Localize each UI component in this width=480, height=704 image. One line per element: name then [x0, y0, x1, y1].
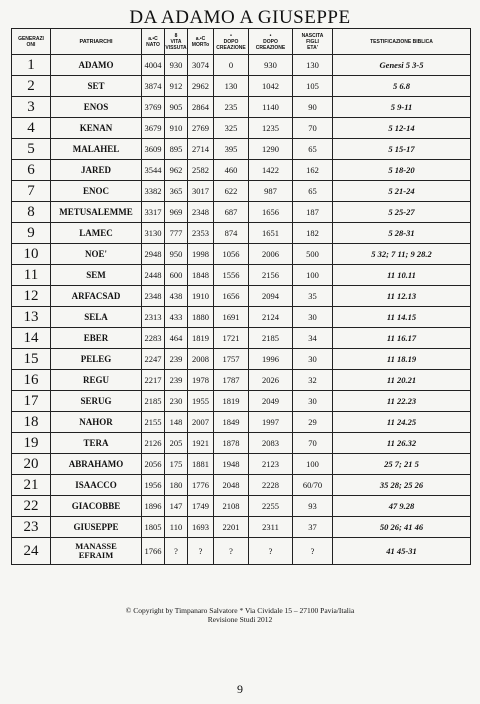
- biblical-reference: 11 10.11: [333, 265, 471, 286]
- death-year-bc: 1881: [188, 454, 214, 475]
- death-year-bc: 2714: [188, 139, 214, 160]
- table-row: [12, 181, 471, 202]
- death-year-bc: 2582: [188, 160, 214, 181]
- table-row: [12, 244, 471, 265]
- birth-year-bc: 1956: [142, 475, 165, 496]
- lifespan: 205: [165, 433, 188, 454]
- death-year-bc: 1693: [188, 517, 214, 538]
- patriarch-name: ENOS: [51, 97, 142, 118]
- header-dopo-creazione-morte: • DOPO CREAZIONE: [249, 29, 293, 55]
- patriarch-name: ABRAHAMO: [51, 454, 142, 475]
- biblical-reference: 11 26.32: [333, 433, 471, 454]
- patriarch-name: ARFACSAD: [51, 286, 142, 307]
- birth-year-bc: 3609: [142, 139, 165, 160]
- death-after-creation: 1042: [249, 76, 293, 97]
- biblical-reference: 50 26; 41 46: [333, 517, 471, 538]
- patriarch-name: KENAN: [51, 118, 142, 139]
- lifespan: 464: [165, 328, 188, 349]
- table-row: [12, 412, 471, 433]
- age-at-son-birth: 34: [293, 328, 333, 349]
- birth-year-bc: 2283: [142, 328, 165, 349]
- birth-year-bc: 2155: [142, 412, 165, 433]
- death-after-creation: 987: [249, 181, 293, 202]
- header-morto: a.•C MORTo: [188, 29, 214, 55]
- death-after-creation: 2049: [249, 391, 293, 412]
- patriarch-name: ENOC: [51, 181, 142, 202]
- biblical-reference: 11 12.13: [333, 286, 471, 307]
- table-row: [12, 328, 471, 349]
- death-year-bc: ?: [188, 538, 214, 565]
- birth-after-creation: ?: [214, 538, 249, 565]
- biblical-reference: 47 9.28: [333, 496, 471, 517]
- birth-after-creation: 1948: [214, 454, 249, 475]
- death-after-creation: 1422: [249, 160, 293, 181]
- biblical-reference: 5 25-27: [333, 202, 471, 223]
- header-vita: 8 VITA VISSUTA: [165, 29, 188, 55]
- birth-after-creation: 1656: [214, 286, 249, 307]
- lifespan: 600: [165, 265, 188, 286]
- death-year-bc: 1978: [188, 370, 214, 391]
- lifespan: 239: [165, 370, 188, 391]
- lifespan: 239: [165, 349, 188, 370]
- patriarch-name: ISAACCO: [51, 475, 142, 496]
- lifespan: 148: [165, 412, 188, 433]
- patriarch-name: MALAHEL: [51, 139, 142, 160]
- birth-after-creation: 395: [214, 139, 249, 160]
- table-row: [12, 517, 471, 538]
- biblical-reference: Genesi 5 3-5: [333, 55, 471, 76]
- biblical-reference: 11 20.21: [333, 370, 471, 391]
- patriarch-name: SELA: [51, 307, 142, 328]
- patriarch-name: SET: [51, 76, 142, 97]
- table-row: [12, 538, 471, 565]
- birth-after-creation: 1787: [214, 370, 249, 391]
- biblical-reference: 5 18-20: [333, 160, 471, 181]
- age-at-son-birth: 130: [293, 55, 333, 76]
- death-year-bc: 1921: [188, 433, 214, 454]
- generation-number: 23: [12, 517, 51, 538]
- lifespan: 110: [165, 517, 188, 538]
- age-at-son-birth: 500: [293, 244, 333, 265]
- birth-after-creation: 1878: [214, 433, 249, 454]
- generation-number: 14: [12, 328, 51, 349]
- death-year-bc: 3074: [188, 55, 214, 76]
- lifespan: 180: [165, 475, 188, 496]
- birth-year-bc: 4004: [142, 55, 165, 76]
- age-at-son-birth: 60/70: [293, 475, 333, 496]
- death-after-creation: 2026: [249, 370, 293, 391]
- lifespan: 777: [165, 223, 188, 244]
- lifespan: 969: [165, 202, 188, 223]
- patriarch-name: LAMEC: [51, 223, 142, 244]
- header-dopo-creazione-nascita: • DOPO CREAZIONE: [214, 29, 249, 55]
- death-after-creation: 930: [249, 55, 293, 76]
- death-after-creation: 2006: [249, 244, 293, 265]
- age-at-son-birth: 100: [293, 454, 333, 475]
- birth-year-bc: 2348: [142, 286, 165, 307]
- birth-year-bc: 2185: [142, 391, 165, 412]
- birth-after-creation: 1691: [214, 307, 249, 328]
- death-after-creation: 2124: [249, 307, 293, 328]
- generation-number: 9: [12, 223, 51, 244]
- table-row: [12, 475, 471, 496]
- birth-after-creation: 1819: [214, 391, 249, 412]
- table-row: [12, 223, 471, 244]
- generation-number: 21: [12, 475, 51, 496]
- table-row: [12, 160, 471, 181]
- patriarch-name: SERUG: [51, 391, 142, 412]
- death-year-bc: 1819: [188, 328, 214, 349]
- table-row: [12, 286, 471, 307]
- biblical-reference: 11 18.19: [333, 349, 471, 370]
- age-at-son-birth: 70: [293, 433, 333, 454]
- patriarch-name: EBER: [51, 328, 142, 349]
- death-year-bc: 1749: [188, 496, 214, 517]
- age-at-son-birth: 65: [293, 181, 333, 202]
- death-year-bc: 3017: [188, 181, 214, 202]
- generation-number: 7: [12, 181, 51, 202]
- lifespan: 438: [165, 286, 188, 307]
- generation-number: 20: [12, 454, 51, 475]
- lifespan: 905: [165, 97, 188, 118]
- biblical-reference: 11 14.15: [333, 307, 471, 328]
- table-row: [12, 55, 471, 76]
- table-row: [12, 97, 471, 118]
- biblical-reference: 5 6.8: [333, 76, 471, 97]
- birth-after-creation: 235: [214, 97, 249, 118]
- age-at-son-birth: ?: [293, 538, 333, 565]
- birth-after-creation: 874: [214, 223, 249, 244]
- generation-number: 24: [12, 538, 51, 565]
- generation-number: 18: [12, 412, 51, 433]
- death-year-bc: 1955: [188, 391, 214, 412]
- age-at-son-birth: 32: [293, 370, 333, 391]
- birth-year-bc: 1766: [142, 538, 165, 565]
- patriarch-name: SEM: [51, 265, 142, 286]
- patriarch-name: TERA: [51, 433, 142, 454]
- table-row: [12, 118, 471, 139]
- generation-number: 17: [12, 391, 51, 412]
- death-after-creation: 1997: [249, 412, 293, 433]
- age-at-son-birth: 187: [293, 202, 333, 223]
- birth-year-bc: 2056: [142, 454, 165, 475]
- biblical-reference: 5 15-17: [333, 139, 471, 160]
- header-nascita-figli: NASCITA FIGLI ETA': [293, 29, 333, 55]
- birth-after-creation: 1757: [214, 349, 249, 370]
- age-at-son-birth: 65: [293, 139, 333, 160]
- age-at-son-birth: 182: [293, 223, 333, 244]
- table-row: [12, 265, 471, 286]
- header-generazioni: GENERAZI ONI: [12, 29, 51, 55]
- age-at-son-birth: 100: [293, 265, 333, 286]
- birth-after-creation: 1721: [214, 328, 249, 349]
- generation-number: 6: [12, 160, 51, 181]
- death-after-creation: 1656: [249, 202, 293, 223]
- patriarch-name: ADAMO: [51, 55, 142, 76]
- patriarch-name: PELEG: [51, 349, 142, 370]
- header-nato: a.•C NATO: [142, 29, 165, 55]
- birth-year-bc: 3874: [142, 76, 165, 97]
- generation-number: 22: [12, 496, 51, 517]
- birth-after-creation: 2048: [214, 475, 249, 496]
- table-row: [12, 496, 471, 517]
- lifespan: 950: [165, 244, 188, 265]
- death-after-creation: 2185: [249, 328, 293, 349]
- biblical-reference: 25 7; 21 5: [333, 454, 471, 475]
- birth-year-bc: 2247: [142, 349, 165, 370]
- birth-year-bc: 1896: [142, 496, 165, 517]
- age-at-son-birth: 37: [293, 517, 333, 538]
- birth-after-creation: 1556: [214, 265, 249, 286]
- copyright-line: © Copyright by Timpanaro Salvatore * Via Cividale 15 – 27100 Pavia/Italia: [125, 606, 355, 615]
- biblical-reference: 5 12-14: [333, 118, 471, 139]
- death-after-creation: 1651: [249, 223, 293, 244]
- header-patriarchi: PATRIARCHI: [51, 29, 142, 55]
- age-at-son-birth: 93: [293, 496, 333, 517]
- patriarch-name: NAHOR: [51, 412, 142, 433]
- birth-year-bc: 3544: [142, 160, 165, 181]
- generation-number: 15: [12, 349, 51, 370]
- lifespan: 962: [165, 160, 188, 181]
- death-after-creation: 1996: [249, 349, 293, 370]
- generation-number: 16: [12, 370, 51, 391]
- genealogy-table: [11, 28, 471, 565]
- header-testificazione: TESTIFICAZIONE BIBLICA: [333, 29, 471, 55]
- biblical-reference: 5 32; 7 11; 9 28.2: [333, 244, 471, 265]
- lifespan: 230: [165, 391, 188, 412]
- biblical-reference: 11 22.23: [333, 391, 471, 412]
- table-row: [12, 370, 471, 391]
- death-year-bc: 2353: [188, 223, 214, 244]
- biblical-reference: 11 16.17: [333, 328, 471, 349]
- generation-number: 1: [12, 55, 51, 76]
- death-year-bc: 2962: [188, 76, 214, 97]
- birth-after-creation: 0: [214, 55, 249, 76]
- table-row: [12, 202, 471, 223]
- death-year-bc: 2007: [188, 412, 214, 433]
- lifespan: 175: [165, 454, 188, 475]
- lifespan: 912: [165, 76, 188, 97]
- birth-year-bc: 2217: [142, 370, 165, 391]
- birth-year-bc: 2448: [142, 265, 165, 286]
- birth-after-creation: 130: [214, 76, 249, 97]
- generation-number: 3: [12, 97, 51, 118]
- death-year-bc: 2769: [188, 118, 214, 139]
- age-at-son-birth: 30: [293, 391, 333, 412]
- table-row: [12, 433, 471, 454]
- patriarch-name: GIACOBBE: [51, 496, 142, 517]
- table-row: [12, 307, 471, 328]
- generation-number: 19: [12, 433, 51, 454]
- age-at-son-birth: 90: [293, 97, 333, 118]
- biblical-reference: 5 28-31: [333, 223, 471, 244]
- biblical-reference: 41 45-31: [333, 538, 471, 565]
- table-body: [12, 55, 471, 565]
- generation-number: 12: [12, 286, 51, 307]
- age-at-son-birth: 30: [293, 307, 333, 328]
- death-year-bc: 2008: [188, 349, 214, 370]
- page-number: 9: [237, 682, 243, 696]
- death-after-creation: 2156: [249, 265, 293, 286]
- death-after-creation: 2123: [249, 454, 293, 475]
- patriarch-name: MANASSE EFRAIM: [51, 538, 142, 565]
- death-year-bc: 1910: [188, 286, 214, 307]
- death-after-creation: 2255: [249, 496, 293, 517]
- lifespan: 895: [165, 139, 188, 160]
- birth-year-bc: 3130: [142, 223, 165, 244]
- biblical-reference: 35 28; 25 26: [333, 475, 471, 496]
- generation-number: 2: [12, 76, 51, 97]
- death-after-creation: 1140: [249, 97, 293, 118]
- death-year-bc: 2864: [188, 97, 214, 118]
- death-after-creation: 2083: [249, 433, 293, 454]
- lifespan: 365: [165, 181, 188, 202]
- birth-after-creation: 2108: [214, 496, 249, 517]
- death-year-bc: 1880: [188, 307, 214, 328]
- death-year-bc: 1998: [188, 244, 214, 265]
- generation-number: 10: [12, 244, 51, 265]
- biblical-reference: 5 21-24: [333, 181, 471, 202]
- table-row: [12, 454, 471, 475]
- patriarch-name: METUSALEMME: [51, 202, 142, 223]
- age-at-son-birth: 70: [293, 118, 333, 139]
- birth-after-creation: 325: [214, 118, 249, 139]
- birth-after-creation: 1056: [214, 244, 249, 265]
- patriarch-name: JARED: [51, 160, 142, 181]
- biblical-reference: 5 9-11: [333, 97, 471, 118]
- generation-number: 11: [12, 265, 51, 286]
- birth-year-bc: 2126: [142, 433, 165, 454]
- header-row: [12, 29, 471, 55]
- generation-number: 4: [12, 118, 51, 139]
- patriarch-name: NOE': [51, 244, 142, 265]
- table-row: [12, 139, 471, 160]
- birth-year-bc: 3317: [142, 202, 165, 223]
- death-year-bc: 1848: [188, 265, 214, 286]
- death-after-creation: 2311: [249, 517, 293, 538]
- age-at-son-birth: 105: [293, 76, 333, 97]
- death-year-bc: 1776: [188, 475, 214, 496]
- death-after-creation: 1235: [249, 118, 293, 139]
- lifespan: 930: [165, 55, 188, 76]
- birth-after-creation: 2201: [214, 517, 249, 538]
- table-row: [12, 349, 471, 370]
- death-after-creation: 2094: [249, 286, 293, 307]
- lifespan: 147: [165, 496, 188, 517]
- birth-year-bc: 3769: [142, 97, 165, 118]
- generation-number: 5: [12, 139, 51, 160]
- lifespan: ?: [165, 538, 188, 565]
- birth-after-creation: 622: [214, 181, 249, 202]
- birth-year-bc: 3382: [142, 181, 165, 202]
- age-at-son-birth: 30: [293, 349, 333, 370]
- lifespan: 433: [165, 307, 188, 328]
- lifespan: 910: [165, 118, 188, 139]
- table-row: [12, 391, 471, 412]
- birth-year-bc: 2313: [142, 307, 165, 328]
- page-title: DA ADAMO A GIUSEPPE: [129, 7, 351, 28]
- death-after-creation: 1290: [249, 139, 293, 160]
- birth-year-bc: 2948: [142, 244, 165, 265]
- death-after-creation: 2228: [249, 475, 293, 496]
- age-at-son-birth: 35: [293, 286, 333, 307]
- patriarch-name: REGU: [51, 370, 142, 391]
- birth-year-bc: 1805: [142, 517, 165, 538]
- birth-after-creation: 460: [214, 160, 249, 181]
- birth-after-creation: 687: [214, 202, 249, 223]
- table-row: [12, 76, 471, 97]
- age-at-son-birth: 29: [293, 412, 333, 433]
- generation-number: 13: [12, 307, 51, 328]
- revision-line: Revisione Studi 2012: [207, 615, 273, 624]
- death-year-bc: 2348: [188, 202, 214, 223]
- birth-after-creation: 1849: [214, 412, 249, 433]
- patriarch-name: GIUSEPPE: [51, 517, 142, 538]
- generation-number: 8: [12, 202, 51, 223]
- biblical-reference: 11 24.25: [333, 412, 471, 433]
- copyright-notice: [0, 606, 480, 624]
- birth-year-bc: 3679: [142, 118, 165, 139]
- death-after-creation: ?: [249, 538, 293, 565]
- age-at-son-birth: 162: [293, 160, 333, 181]
